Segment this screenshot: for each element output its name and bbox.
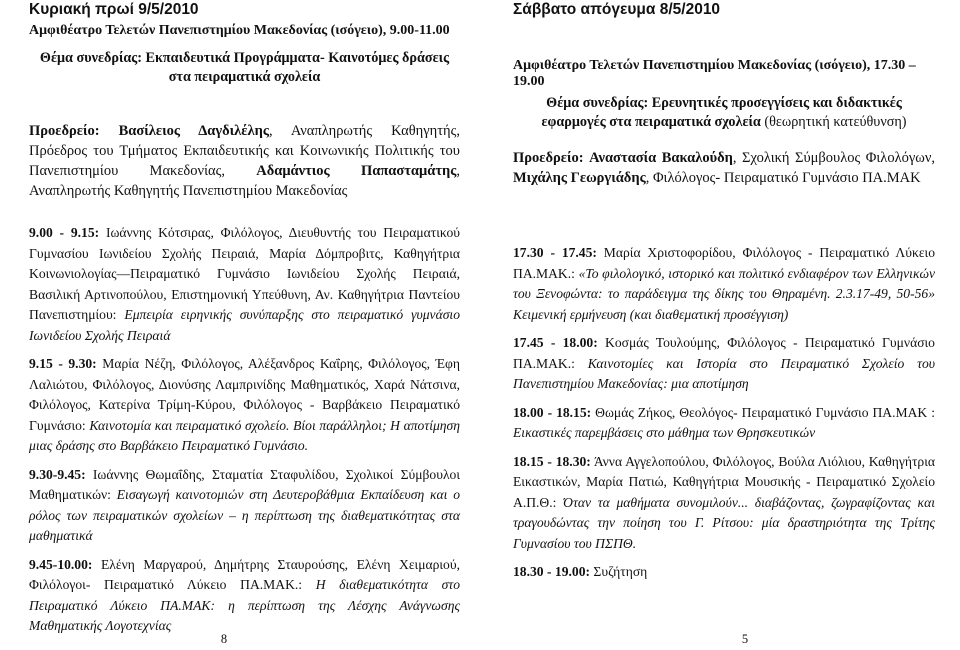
chair-name: Βασίλειος Δαγδιλέλης (118, 123, 269, 139)
right-page (485, 0, 945, 650)
chair-name: Μιχάλης Γεωργιάδης (513, 170, 646, 186)
session-chairs (513, 148, 935, 188)
session-theme-text: Θέμα συνεδρίας: Ερευνητικές προσεγγίσεις και διδακτικές εφαρμογές στα πειραματικά σχολεία (541, 95, 902, 130)
slot-time: 9.15 - 9.30: (29, 356, 97, 371)
session-theme: Θέμα συνεδρίας: Εκπαιδευτικά Προγράμματα- Καινοτόμες δράσεις στα πειραματικά σχολεία (39, 50, 450, 85)
chair-role: , Σχολική Σύμβουλος Φιλολόγων, (732, 150, 935, 166)
slot-speakers: Μαρία Νέζη, Φιλόλογος, Αλέξανδρος Καΐρης, Φιλόλογος, Έφη Λαλιώτου, Φιλόλογος, Διονύσης Λαμπρινίδης Μαθηματικός, Χαρά Νάτσινα, Φιλόλογος, Κατερίνα Τρίμη-Κύρου, Φιλόλογος - Βαρβάκειο Πειραματικό Γυμνάσιο: (29, 356, 461, 433)
chair-role: , Αναπληρωτής Καθηγητής, Πρόεδρος του Τμήματος Εκπαιδευτικής και Κοινωνικής Πολιτικής του Πανεπιστημίου Μακεδονίας, (29, 123, 461, 179)
program-slot (513, 333, 935, 395)
slot-time: 17.30 - 17.45: (513, 245, 597, 260)
program-slot (513, 403, 935, 444)
slot-time: 9.00 - 9.15: (29, 225, 100, 240)
slot-title: Καινοτομίες και Ιστορία στο Πειραματικό Σχολείο του Πανεπιστημίου Μακεδονίας: μια αποτίμηση (513, 355, 936, 391)
slot-title: Η διαθεματικότητα στο Πειραματικό Λύκειο ΠΑ.ΜΑΚ: η περίπτωση της Λέσχης Ανάγνωσης Μαθηματικής Λογοτεχνίας (29, 577, 461, 633)
slot-time: 18.30 - 19.00: (513, 564, 591, 579)
program-slot (513, 243, 935, 325)
program-slot (29, 223, 460, 346)
venue: Αμφιθέατρο Τελετών Πανεπιστημίου Μακεδονίας (ισόγειο), 9.00-11.00 (29, 23, 450, 38)
slot-speakers: Μαρία Χριστοφορίδου, Φιλόλογος - Πειραματικό Λύκειο ΠΑ.ΜΑΚ.: (513, 245, 935, 281)
slot-speakers: Ιωάννης Κότσιρας, Φιλόλογος, Διευθυντής του Πειραματικού Γυμνασίου Ιωνιδείου Σχολής Πειραιά, Μαρία Δόμπροβιτς, Καθηγήτρια Κοινωνιολογίας—Πειραματικό Γυμνάσιο Ιωνιδείου Σχολής Πειραιά, Βασιλική Αρτινοπούλου, Επιστημονική Υπεύθυνη, Αν. Καθηγήτρια Παντείου Πανεπιστημίου: (29, 225, 460, 322)
page-number: 8 (220, 632, 228, 646)
session-theme-note: (θεωρητική κατεύθυνση) (760, 114, 907, 130)
chair-role: , Φιλόλογος- Πειραματικό Γυμνάσιο ΠΑ.ΜΑΚ (645, 170, 921, 186)
slot-title: Εμπειρία ειρηνικής συνύπαρξης στο πειραματικό γυμνάσιο Ιωνιδείου Σχολής Πειραιά (29, 307, 460, 343)
program-slot (513, 562, 935, 583)
session-chairs (29, 121, 460, 201)
slot-time: 17.45 - 18.00: (513, 335, 598, 350)
slot-time: 18.00 - 18.15: (513, 404, 592, 420)
chair-name: Αναστασία Βακαλούδη (589, 150, 733, 166)
page-number: 5 (741, 632, 749, 646)
day-title: Κυριακή πρωί 9/5/2010 (29, 1, 199, 18)
program-slot (29, 555, 460, 637)
slot-title: Όταν τα μαθήματα συνομιλούν... διαβάζοντας, ζωγραφίζοντας και τραγουδώντας την ποίηση του Γ. Ρίτσου: μία δραστηριότητα της Τρίτης Γυμνασίου του ΠΣΠΘ. (513, 494, 935, 551)
slot-speakers: Κοσμάς Τουλούμης, Φιλόλογος - Πειραματικό Γυμνάσιο ΠΑ.ΜΑΚ.: (513, 335, 935, 371)
venue: Αμφιθέατρο Τελετών Πανεπιστημίου Μακεδονίας (ισόγειο), 17.30 – 19.00 (513, 58, 916, 89)
program-slot (29, 354, 460, 457)
slot-title: Εικαστικές παρεμβάσεις στο μάθημα των Θρησκευτικών (513, 425, 816, 440)
slot-speakers: Άννα Αγγελοπούλου, Φιλόλογος, Βούλα Λιόλιου, Καθηγήτρια Εικαστικών, Μαρία Πατιώ, Καθηγήτρια Μουσικής - Πειραματικό Σχολείο Α.Π.Θ.: (513, 453, 935, 510)
slot-title: «Το φιλολογικό, ιστορικό και πολιτικό ενδιαφέρον των Ελληνικών του Ξενοφώντα: το παράδειγμα της δίκης του Θηραμένη. 2.3.17-49, 50-56» Κειμενική ερμήνευση (και διαθεματική προσέγγιση) (513, 265, 935, 322)
slot-time: 18.15 - 18.30: (513, 453, 591, 469)
left-page (0, 0, 460, 650)
program-slot (513, 452, 935, 555)
chair-name: Αδαμάντιος Παπασταμάτης (256, 163, 457, 179)
slot-title: Καινοτομία και πειραματικό σχολείο. Βίοι παράλληλοι; Η αποτίμηση μιας δράσης στο Βαρβάκειο Πειραματικό Γυμνάσιο. (29, 417, 460, 453)
program-slot (29, 465, 460, 547)
chairs-label: Προεδρείο: (513, 150, 584, 166)
chair-role: , Αναπληρωτής Καθηγητής Πανεπιστημίου Μακεδονίας (29, 163, 460, 199)
slot-speakers: Συζήτηση (590, 564, 648, 579)
chairs-label: Προεδρείο: (29, 123, 100, 139)
slot-speakers: Ελένη Μαργαρού, Δημήτρης Σταυρούσης, Ελένη Χειμαριού, Φιλόλογοι- Πειραματικό Λύκειο ΠΑ.ΜΑΚ.: (29, 556, 460, 592)
slot-speakers: Θωμάς Ζήκος, Θεολόγος- Πειραματικό Γυμνάσιο ΠΑ.ΜΑΚ : (591, 404, 935, 420)
slot-time: 9.45-10.00: (29, 556, 93, 572)
slot-time: 9.30-9.45: (29, 466, 86, 482)
day-title: Σάββατο απόγευμα 8/5/2010 (513, 1, 721, 18)
slot-title: Εισαγωγή καινοτομιών στη Δευτεροβάθμια Εκπαίδευση και ο ρόλος των πειραματικών σχολείων – η περίπτωση της διαθεματικότητας στα μαθηματικά (29, 487, 460, 543)
session-theme (513, 94, 935, 132)
slot-speakers: Ιωάννης Θωμαΐδης, Σταματία Σταφυλίδου, Σχολικοί Σύμβουλοι Μαθηματικών: (29, 466, 460, 502)
